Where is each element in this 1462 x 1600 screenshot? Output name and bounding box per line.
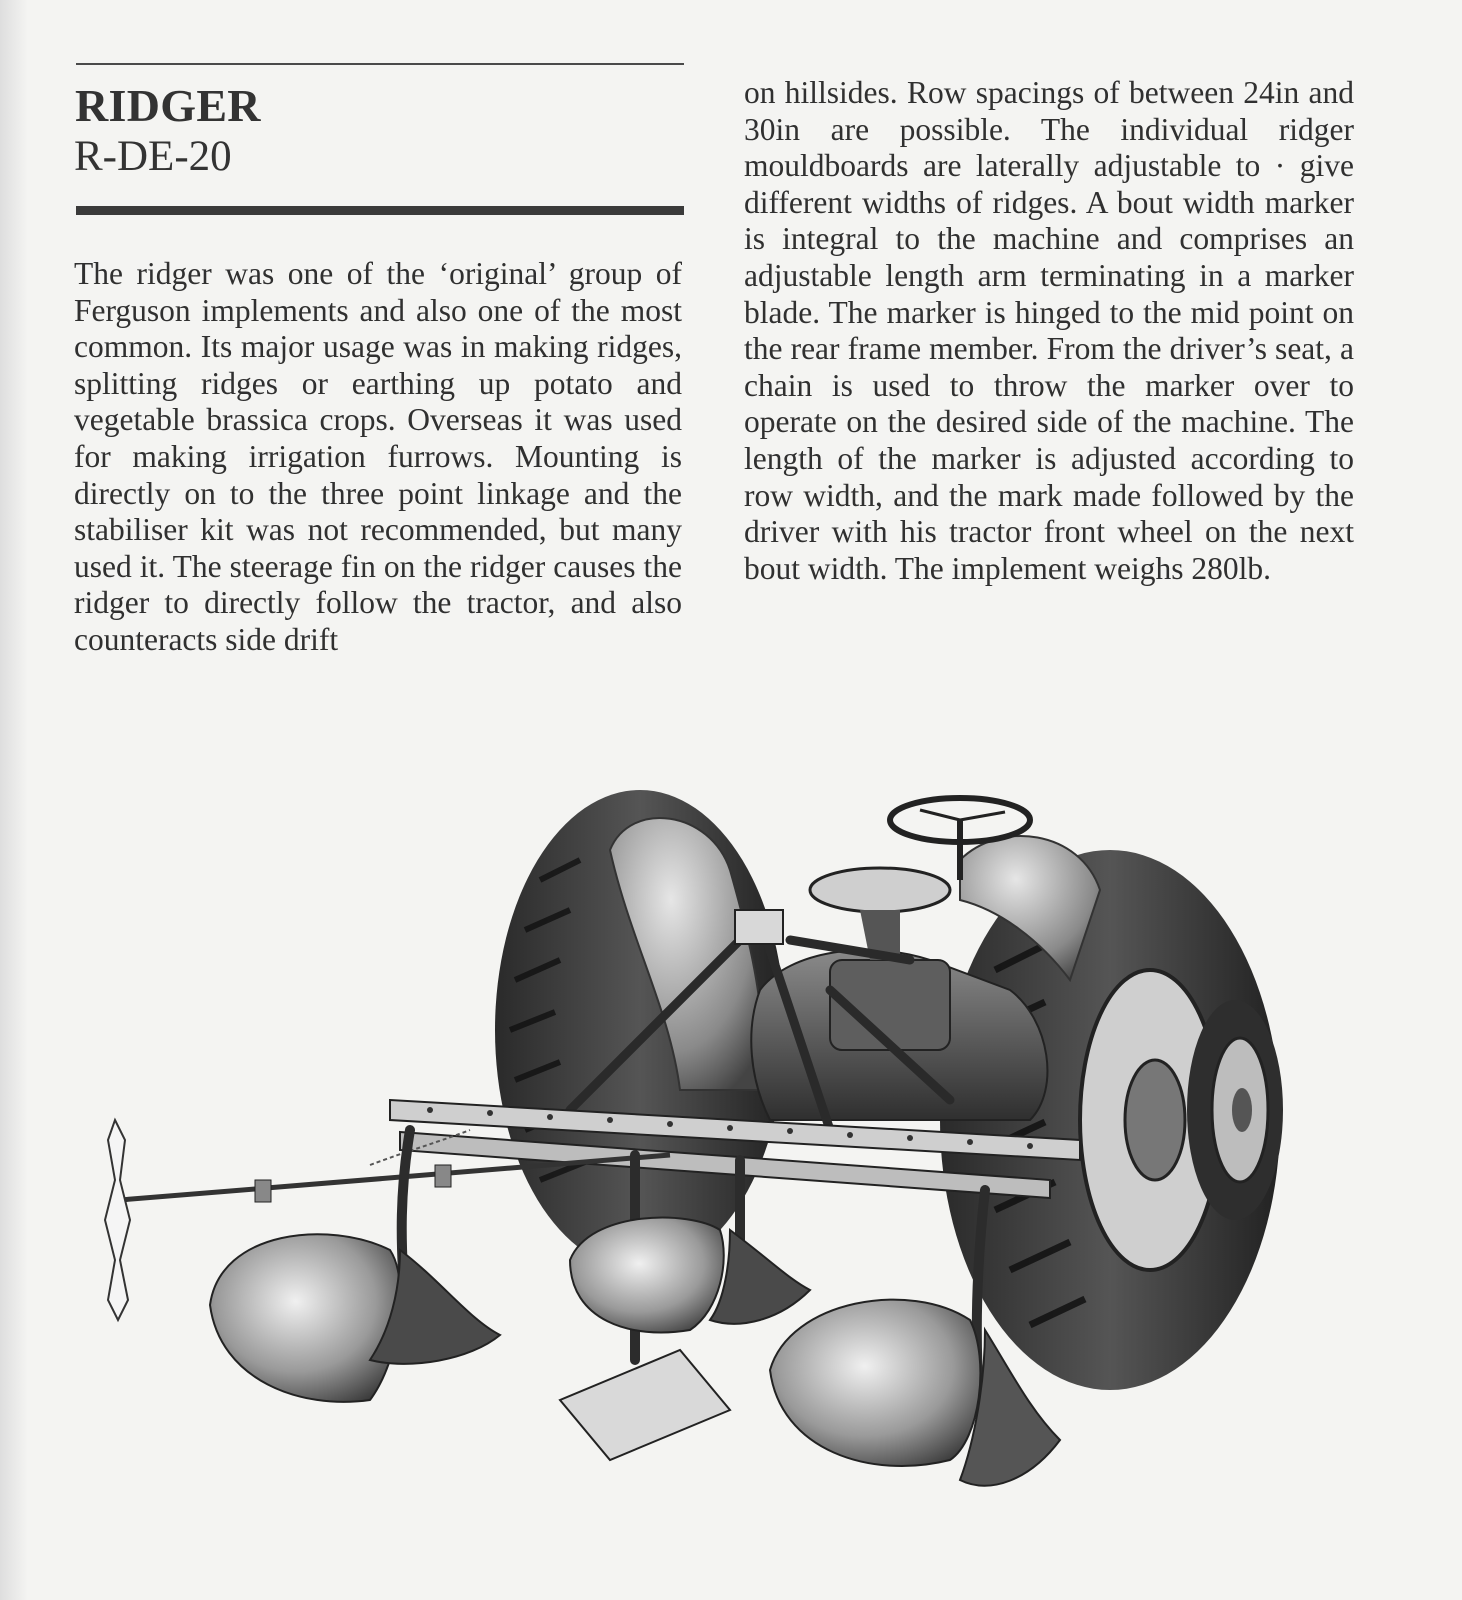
model-number: R-DE-20 <box>74 133 232 180</box>
front-wheel <box>1187 1000 1283 1220</box>
headstock <box>735 910 783 944</box>
page-edge-shadow <box>0 0 28 1600</box>
heading-rule <box>76 206 684 215</box>
left-ridger-mouldboards <box>210 1234 500 1402</box>
tractor-with-ridger-illustration <box>70 760 1350 1540</box>
page-title: RIDGER <box>75 80 261 131</box>
body-column-right: on hillsides. Row spacings of between 24in and 30in are possible. The individual ridger mouldboards are laterally adjustable to · give different widths of ridges. A bout width marker is integral to the machine and comprises an adjustable length arm terminating in a marker blade. The marker is hinged to the mid point on the rear frame member. From the driver’s seat, a chain is used to throw the marker over to operate on the desired side of the machine. The length of the marker is adjusted according to row width, and the mark made followed by the driver with his tractor front wheel on the next bout width. The implement weighs 280lb. <box>744 75 1354 586</box>
steerage-fin <box>560 1350 730 1460</box>
body-column-left: The ridger was one of the ‘original’ group of Ferguson implements and also one of the most common. Its major usage was in making ridges, splitting ridges or earthing up potato and vegetable brassica crops. Overseas it was used for making irrigation furrows. Mounting is directly on to the three point linkage and the stabiliser kit was not recommended, but many used it. The steerage fin on the ridger causes the ridger to directly follow the tractor, and also counteracts side drift <box>74 256 682 657</box>
marker-blade <box>105 1120 130 1320</box>
top-rule <box>76 63 684 65</box>
middle-ridger-mouldboards <box>570 1218 810 1333</box>
